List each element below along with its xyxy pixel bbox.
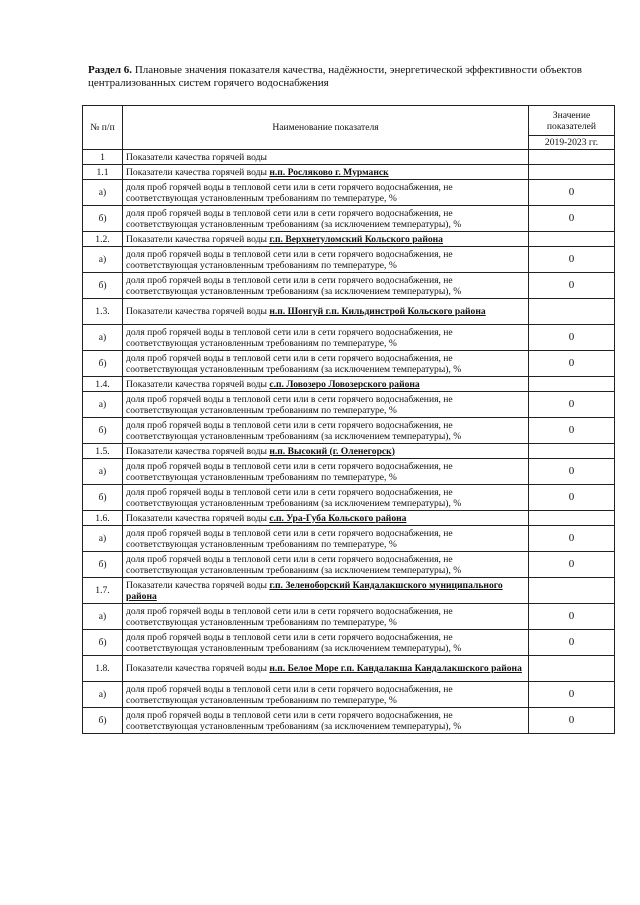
row-number: а) [83, 325, 123, 351]
indicator-text: Показатели качества горячей воды [126, 166, 270, 178]
row-value: 0 [529, 325, 615, 351]
indicator-text: доля проб горячей воды в тепловой сети или в сети горячего водоснабжения, не соответствующая установленным требованиям (за исключением температуры), % [126, 207, 462, 230]
settlement-name: н.п. Шонгуй г.п. Кильдинстрой Кольского района [269, 306, 486, 317]
header-period: 2019-2023 гг. [529, 136, 615, 150]
settlement-name: г.п. Зеленоборский Кандалакшского муниципального района [126, 579, 503, 602]
row-indicator-name [123, 273, 529, 299]
table-row [83, 150, 615, 165]
row-number: а) [83, 682, 123, 708]
table-row [83, 656, 615, 682]
indicator-text: доля проб горячей воды в тепловой сети или в сети горячего водоснабжения, не соответствующая установленным требованиям по температуре, % [126, 326, 453, 349]
table-row [83, 444, 615, 459]
row-indicator-name [123, 232, 529, 247]
settlement-name: н.п. Белое Море г.п. Кандалакша Кандалакшского района [269, 663, 522, 674]
row-value [529, 232, 615, 247]
table-row [83, 485, 615, 511]
table-row [83, 377, 615, 392]
row-indicator-name [123, 165, 529, 180]
settlement-name: г.п. Верхнетуломский Кольского района [269, 233, 443, 245]
row-number: 1.6. [83, 511, 123, 526]
row-value: 0 [529, 682, 615, 708]
row-number: 1.1 [83, 165, 123, 180]
indicator-text: доля проб горячей воды в тепловой сети или в сети горячего водоснабжения, не соответствующая установленным требованиям по температуре, % [126, 248, 453, 271]
row-number: а) [83, 526, 123, 552]
row-indicator-name [123, 682, 529, 708]
table-row [83, 392, 615, 418]
table-row [83, 351, 615, 377]
row-indicator-name [123, 656, 529, 682]
table-row [83, 682, 615, 708]
table-row [83, 459, 615, 485]
indicator-text: доля проб горячей воды в тепловой сети или в сети горячего водоснабжения, не соответствующая установленным требованиям по температуре, % [126, 460, 453, 483]
indicator-text: доля проб горячей воды в тепловой сети или в сети горячего водоснабжения, не соответствующая установленным требованиям по температуре, % [126, 527, 453, 550]
row-number: б) [83, 273, 123, 299]
indicator-text: доля проб горячей воды в тепловой сети или в сети горячего водоснабжения, не соответствующая установленным требованиям по температуре, % [126, 393, 453, 416]
row-value: 0 [529, 418, 615, 444]
row-number: а) [83, 604, 123, 630]
header-value: Значение показателей [529, 106, 615, 136]
row-indicator-name [123, 180, 529, 206]
indicator-text: доля проб горячей воды в тепловой сети или в сети горячего водоснабжения, не соответствующая установленным требованиям (за исключением температуры), % [126, 486, 462, 509]
row-indicator-name [123, 459, 529, 485]
table-row [83, 578, 615, 604]
indicator-text: доля проб горячей воды в тепловой сети или в сети горячего водоснабжения, не соответствующая установленным требованиям по температуре, % [126, 605, 453, 628]
row-value [529, 578, 615, 604]
row-value: 0 [529, 459, 615, 485]
row-value: 0 [529, 708, 615, 734]
row-value: 0 [529, 392, 615, 418]
row-number: 1.4. [83, 377, 123, 392]
indicator-text: Показатели качества горячей воды [126, 306, 270, 317]
row-number: 1.7. [83, 578, 123, 604]
indicator-text: доля проб горячей воды в тепловой сети или в сети горячего водоснабжения, не соответствующая установленным требованиям (за исключением температуры), % [126, 419, 462, 442]
indicator-text: Показатели качества горячей воды [126, 233, 270, 245]
row-value: 0 [529, 630, 615, 656]
indicator-text: Показатели качества горячей воды [126, 663, 270, 674]
table-row [83, 604, 615, 630]
row-number: а) [83, 392, 123, 418]
row-value [529, 511, 615, 526]
row-number: 1.5. [83, 444, 123, 459]
table-row [83, 206, 615, 232]
settlement-name: с.п. Ура-Губа Кольского района [269, 512, 407, 524]
indicator-text: доля проб горячей воды в тепловой сети или в сети горячего водоснабжения, не соответствующая установленным требованиям (за исключением температуры), % [126, 553, 462, 576]
row-value: 0 [529, 526, 615, 552]
row-indicator-name [123, 444, 529, 459]
row-number: а) [83, 247, 123, 273]
header-name: Наименование показателя [123, 106, 529, 150]
settlement-name: н.п. Росляково г. Мурманск [269, 166, 389, 178]
row-value: 0 [529, 180, 615, 206]
row-indicator-name [123, 708, 529, 734]
table-row [83, 299, 615, 325]
row-value [529, 377, 615, 392]
row-indicator-name [123, 351, 529, 377]
row-value [529, 656, 615, 682]
row-indicator-name [123, 325, 529, 351]
row-number: б) [83, 206, 123, 232]
table-header-row [83, 106, 615, 136]
row-indicator-name [123, 511, 529, 526]
indicator-text: Показатели качества горячей воды [126, 151, 267, 163]
table-row [83, 708, 615, 734]
row-indicator-name [123, 630, 529, 656]
table-row [83, 165, 615, 180]
table-row [83, 232, 615, 247]
row-indicator-name [123, 377, 529, 392]
row-indicator-name [123, 418, 529, 444]
table-row [83, 180, 615, 206]
table-row [83, 247, 615, 273]
indicator-text: доля проб горячей воды в тепловой сети или в сети горячего водоснабжения, не соответствующая установленным требованиям по температуре, % [126, 181, 453, 204]
row-indicator-name [123, 526, 529, 552]
row-number: б) [83, 630, 123, 656]
header-num: № п/п [83, 106, 123, 150]
section-title: Плановые значения показателя качества, надёжности, энергетической эффективности объектов централизованных систем горячего водоснабжения [88, 64, 582, 89]
row-indicator-name [123, 552, 529, 578]
row-value: 0 [529, 273, 615, 299]
row-number: 1 [83, 150, 123, 165]
row-value: 0 [529, 485, 615, 511]
row-indicator-name [123, 299, 529, 325]
row-indicator-name [123, 150, 529, 165]
table-row [83, 418, 615, 444]
row-value [529, 444, 615, 459]
row-number: 1.8. [83, 656, 123, 682]
row-value: 0 [529, 604, 615, 630]
table-row [83, 325, 615, 351]
row-indicator-name [123, 206, 529, 232]
row-indicator-name [123, 392, 529, 418]
row-value: 0 [529, 247, 615, 273]
settlement-name: н.п. Высокий (г. Оленегорск) [269, 445, 395, 457]
row-number: а) [83, 459, 123, 485]
row-indicator-name [123, 247, 529, 273]
row-number: 1.3. [83, 299, 123, 325]
row-number: б) [83, 418, 123, 444]
row-number: б) [83, 351, 123, 377]
row-value [529, 150, 615, 165]
table-row [83, 511, 615, 526]
indicator-text: Показатели качества горячей воды [126, 445, 270, 457]
row-indicator-name [123, 578, 529, 604]
row-value: 0 [529, 206, 615, 232]
row-number: б) [83, 708, 123, 734]
row-number: 1.2. [83, 232, 123, 247]
row-value: 0 [529, 351, 615, 377]
indicator-text: доля проб горячей воды в тепловой сети или в сети горячего водоснабжения, не соответствующая установленным требованиям (за исключением температуры), % [126, 274, 462, 297]
table-row [83, 630, 615, 656]
row-indicator-name [123, 604, 529, 630]
indicator-text: доля проб горячей воды в тепловой сети или в сети горячего водоснабжения, не соответствующая установленным требованиям (за исключением температуры), % [126, 352, 462, 375]
indicators-table [82, 105, 615, 734]
settlement-name: с.п. Ловозеро Ловозерского района [269, 378, 420, 390]
section-number: Раздел 6. [88, 64, 133, 76]
indicator-text: доля проб горячей воды в тепловой сети или в сети горячего водоснабжения, не соответствующая установленным требованиям по температуре, % [126, 683, 453, 706]
row-value [529, 165, 615, 180]
table-row [83, 526, 615, 552]
indicator-text: Показатели качества горячей воды [126, 378, 270, 390]
row-value: 0 [529, 552, 615, 578]
indicator-text: Показатели качества горячей воды [126, 512, 270, 524]
row-number: а) [83, 180, 123, 206]
section-heading [88, 64, 628, 90]
row-indicator-name [123, 485, 529, 511]
indicator-text: доля проб горячей воды в тепловой сети или в сети горячего водоснабжения, не соответствующая установленным требованиям (за исключением температуры), % [126, 709, 462, 732]
indicator-text: Показатели качества горячей воды [126, 579, 270, 591]
row-number: б) [83, 552, 123, 578]
row-value [529, 299, 615, 325]
table-row [83, 552, 615, 578]
row-number: б) [83, 485, 123, 511]
indicator-text: доля проб горячей воды в тепловой сети или в сети горячего водоснабжения, не соответствующая установленным требованиям (за исключением температуры), % [126, 631, 462, 654]
table-row [83, 273, 615, 299]
